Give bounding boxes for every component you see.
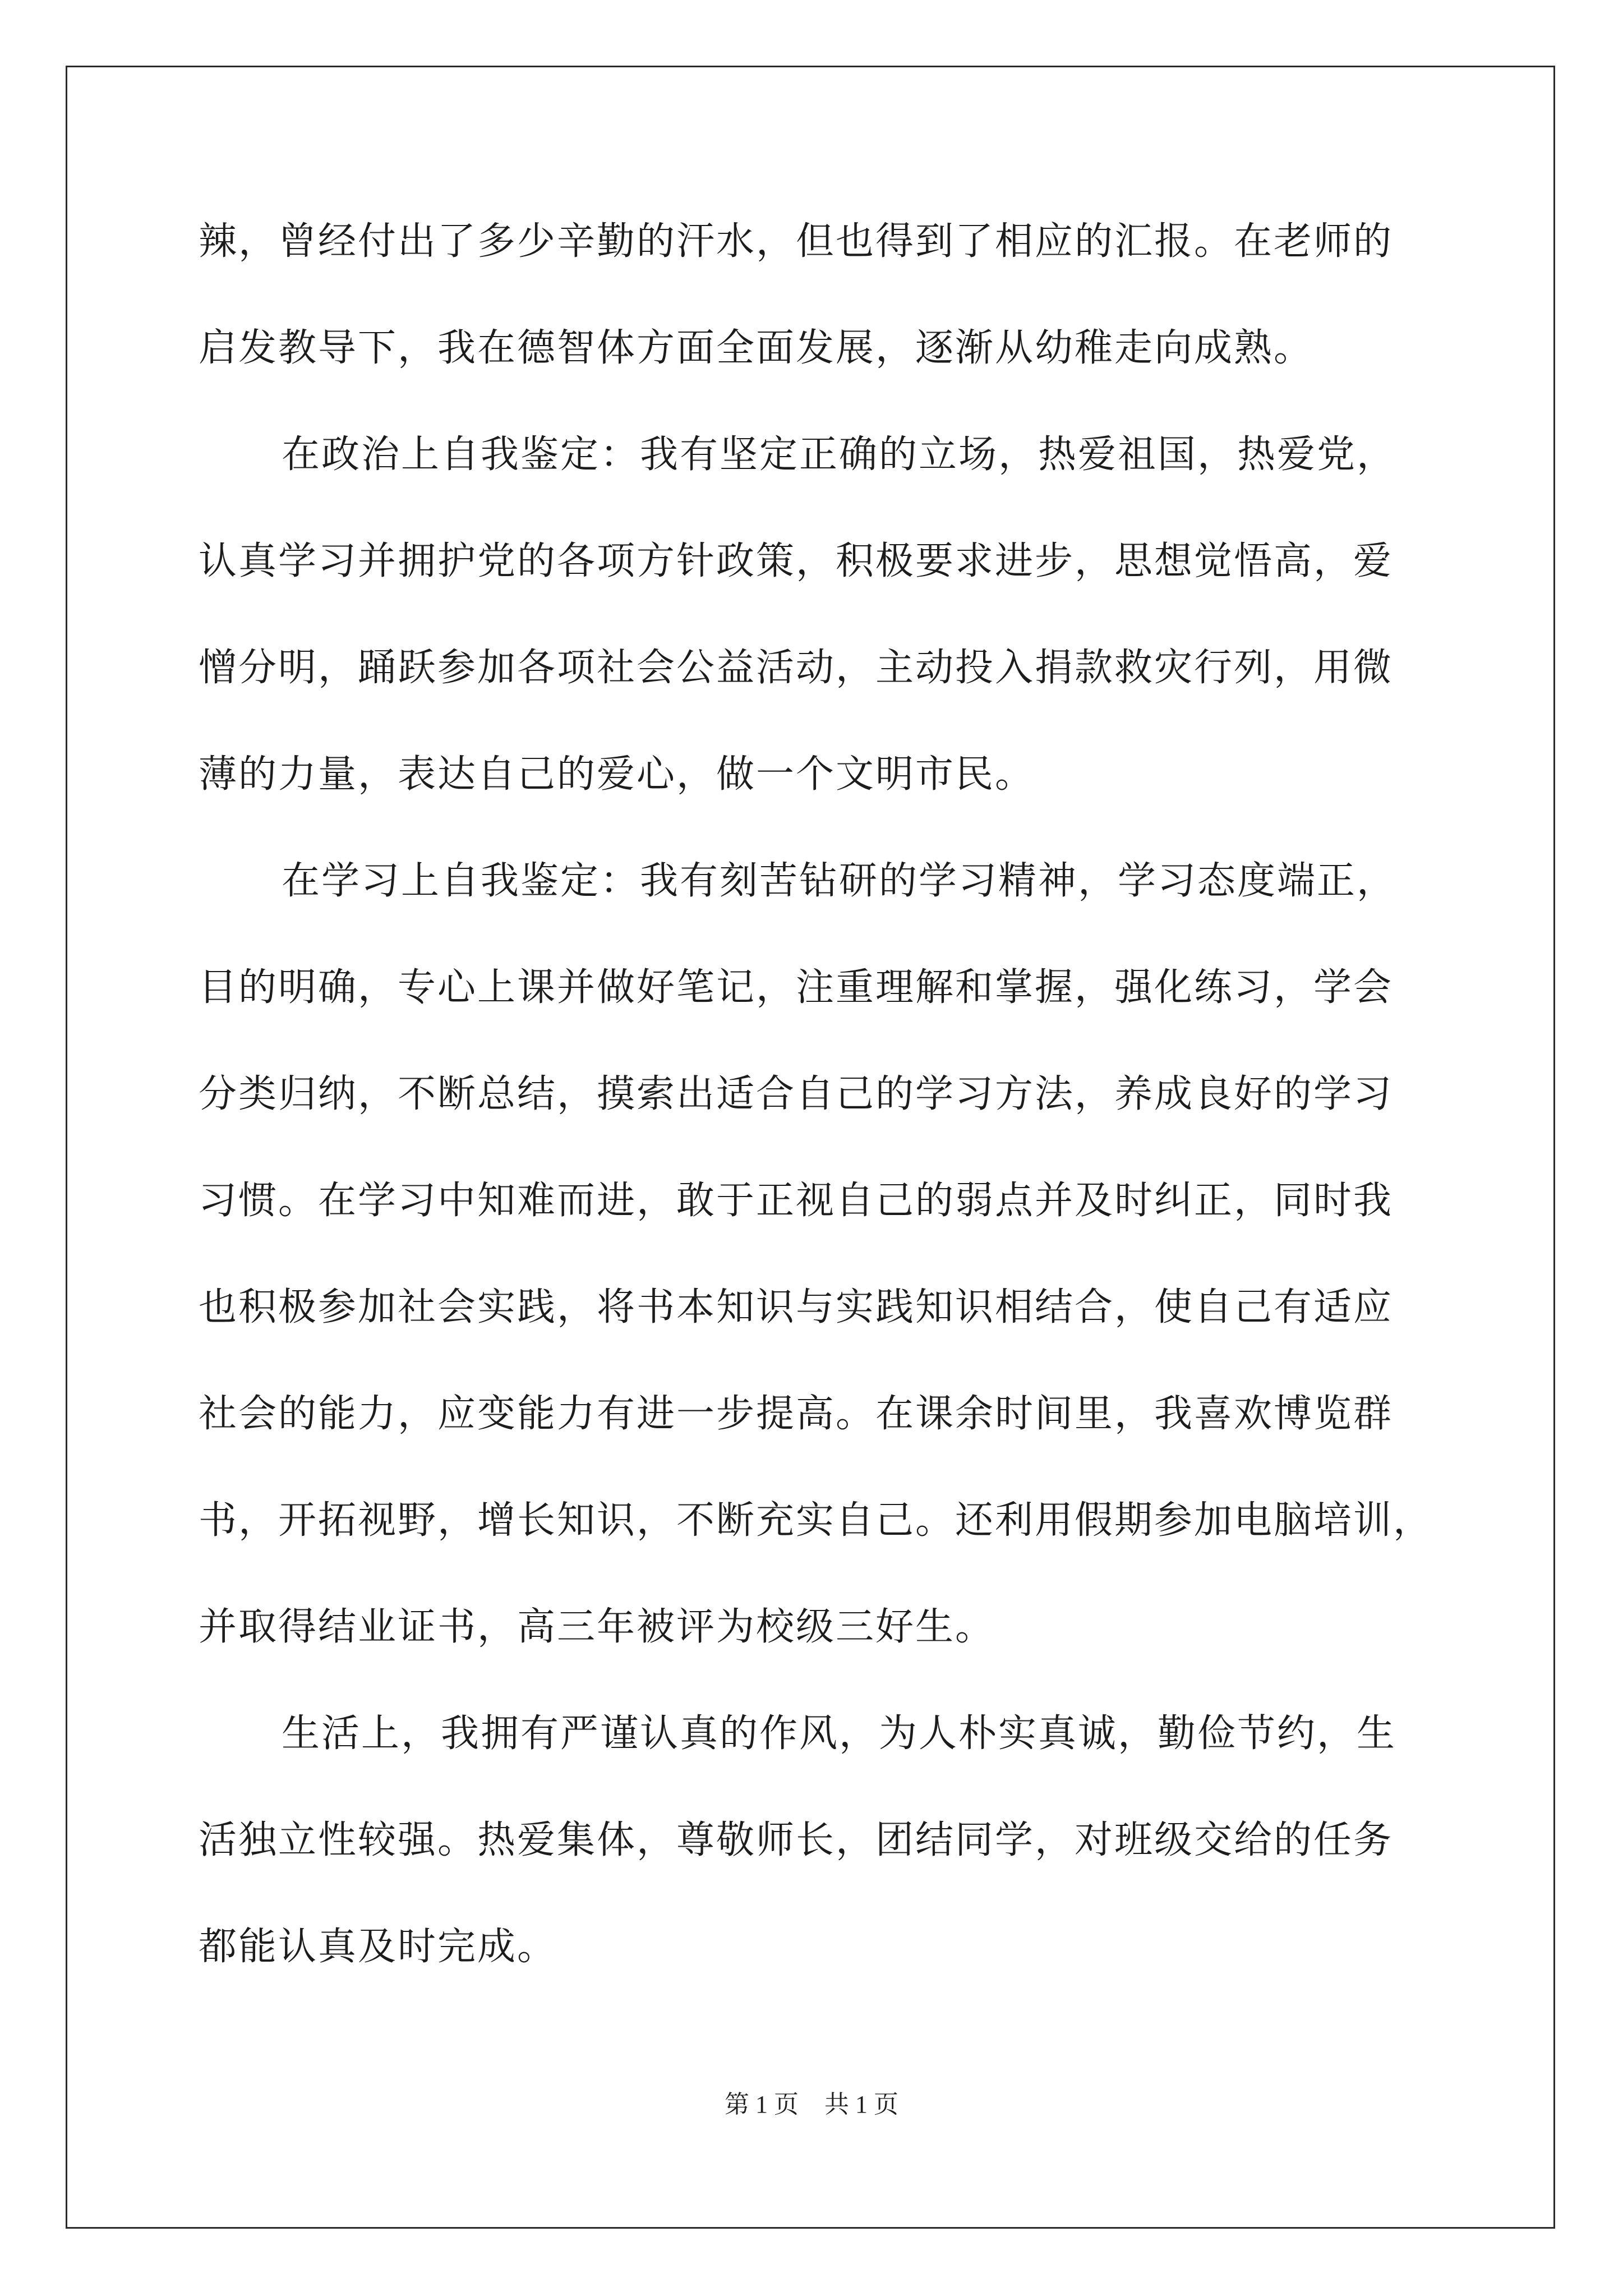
text-line: 辣，曾经付出了多少辛勤的汗水，但也得到了相应的汇报。在老师的 <box>199 219 1394 264</box>
text-line: 社会的能力，应变能力有进一步提高。在课余时间里，我喜欢博览群 <box>199 1392 1394 1436</box>
text-line: 生活上，我拥有严谨认真的作风，为人朴实真诚，勤俭节约，生 <box>282 1711 1397 1756</box>
text-line: 都能认真及时完成。 <box>199 1925 557 1969</box>
text-line: 分类归纳，不断总结，摸索出适合自己的学习方法，养成良好的学习 <box>199 1072 1394 1116</box>
page-footer <box>0 2088 1623 2122</box>
document-body <box>199 214 1444 2026</box>
text-line: 在政治上自我鉴定：我有坚定正确的立场，热爱祖国，热爱党， <box>282 432 1397 477</box>
text-line: 启发教导下，我在德智体方面全面发展，逐渐从幼稚走向成熟。 <box>199 326 1314 370</box>
text-line: 薄的力量，表达自己的爱心，做一个文明市民。 <box>199 752 1035 797</box>
text-line: 目的明确，专心上课并做好笔记，注重理解和掌握，强化练习，学会 <box>199 965 1394 1010</box>
page-total: 共 1 页 <box>824 2091 898 2118</box>
text-line: 书，开拓视野，增长知识，不断充实自己。还利用假期参加电脑培训， <box>199 1498 1433 1543</box>
text-line: 憎分明，踊跃参加各项社会公益活动，主动投入捐款救灾行列，用微 <box>199 646 1394 690</box>
text-line: 在学习上自我鉴定：我有刻苦钻研的学习精神，学习态度端正， <box>282 859 1397 903</box>
page-number: 第 1 页 <box>725 2091 799 2118</box>
text-line: 认真学习并拥护党的各项方针政策，积极要求进步，思想觉悟高，爱 <box>199 539 1394 583</box>
text-line: 并取得结业证书，高三年被评为校级三好生。 <box>199 1605 995 1649</box>
text-line: 活独立性较强。热爱集体，尊敬师长，团结同学，对班级交给的任务 <box>199 1818 1394 1862</box>
text-line: 也积极参加社会实践，将书本知识与实践知识相结合，使自己有适应 <box>199 1285 1394 1329</box>
text-line: 习惯。在学习中知难而进，敢于正视自己的弱点并及时纠正，同时我 <box>199 1179 1394 1223</box>
